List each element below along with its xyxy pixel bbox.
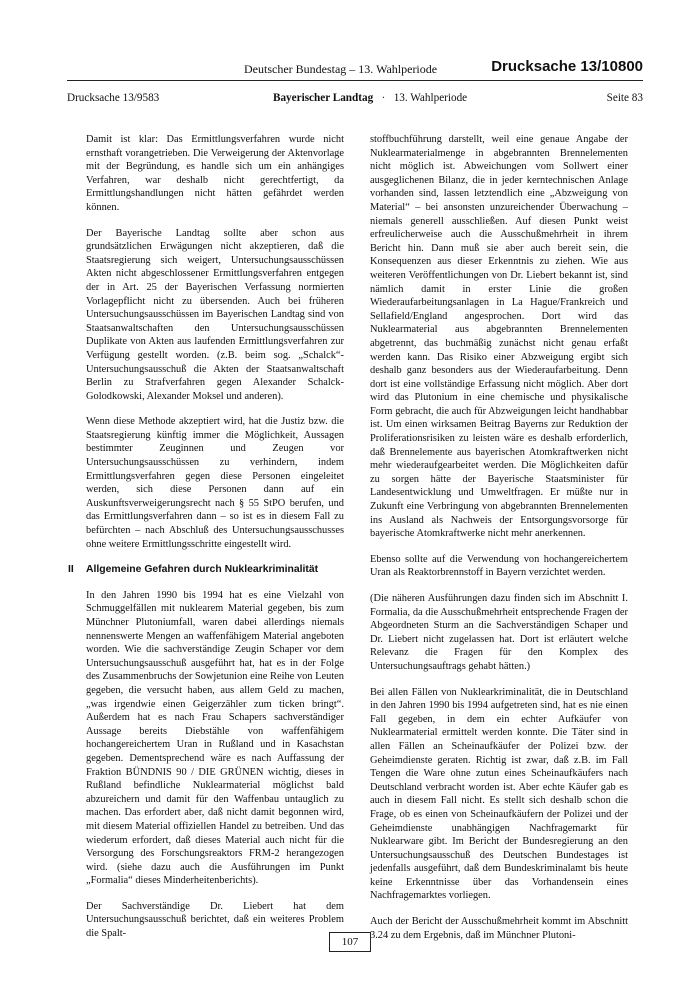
landtag-title: [273, 92, 467, 104]
landtag-name: Bayerischer Landtag: [273, 92, 374, 104]
bundestag-wahlperiode: Deutscher Bundestag – 13. Wahlperiode: [244, 62, 438, 76]
paragraph: Wenn diese Methode akzeptiert wird, hat die Justiz bzw. die Staatsregierung künftig immer die Möglichkeit, Aussagen bestimmter Zeuginnen und Zeugen vor Untersuchungsausschüssen zu verhindern, indem Ermittlungsverfahren gegen diese Personen eingeleitet werden, sich diese Personen dann auf ein Auskunftsverweigerungsrecht nach § 55 StPO berufen, und das Ermittlungsverfahren dann – so ist es in diesem Fall zu befürchten – nach Abschluß des Untersuchungsausschusses ohne weitere Ermittlungsschritte eingestellt wird.: [86, 416, 344, 550]
landtag-header: [67, 92, 643, 108]
paragraph: Der Sachverständige Dr. Liebert hat dem Untersuchungsausschuß berichtet, daß ein weiteres Problem die Spalt-: [86, 900, 344, 940]
right-column: [370, 133, 628, 954]
paragraph: Damit ist klar: Das Ermittlungsverfahren wurde nicht ernsthaft vorangetrieben. Die Verweigerung der Aktenvorlage mit der Begründung, es handle sich um ein anhängiges Verfahren, war deshalb nicht gerechtfertigt, da Ermittlungshandlungen nicht hätten gefährdet werden können.: [86, 134, 344, 213]
drucksache-landtag: Drucksache 13/9583: [67, 92, 160, 104]
left-column: [68, 133, 344, 953]
paragraph: Bei allen Fällen von Nuklearkriminalität, die in Deutschland in den Jahren 1990 bis 1994 aufgetreten sind, hat es nie einen Fall gegeben, in dem ein echter Aufkäufer von Nuklearmaterial ermittelt werden konnte. Die Täter sind in allen Fällen an Scheinaufkäufer der Polizei bzw. der Geheimdienste geraten. Richtig ist zwar, daß z.B. im Fall Tengen die Ware ohne zutun eines Scheinaufkäufers nach Deutschland verbracht worden ist. Aber echte Käufer gab es auch in diesem Fall nicht. Es stellt sich deshalb schon die Frage, ob es einen von Scheinaufkäufern der Polizei und der Geheimdienste unabhängigen Nachfragemarkt für Nuklearware gibt. Im Bericht der Bundesregierung an den Untersuchungsausschuß des Deutschen Bundestages ist jedenfalls ausgeführt, daß dem Bundeskriminalamt bis heute keine Erkenntnisse über das Vorhandensein eines Nachfragemarktes vorliegen.: [370, 686, 628, 902]
paragraph: stoffbuchführung darstellt, weil eine genaue Angabe der Nuklearmaterialmenge in abgebrannten Brennelementen nicht möglich ist. Abweichungen vom Sollwert einer ausgeglichenen Bilanz, die in jeder kerntechnischen Anlage vorhanden sind, lassen letztendlich eine „Abzweigung von Material“ – bei ansonsten unzureichender Überwachung – niemals generell ausschließen. Auf diesen Punkt weist erfreulicherweise auch die Ausschußmehrheit in ihrem Bericht hin. Dann muß sie aber auch bereit sein, die Konsequenzen aus dieser Erkenntnis zu ziehen. Wie aus weiteren Veröffentlichungen von Dr. Liebert bekannt ist, sind nämlich damit in erster Linie die großen Wiederaufarbeitungsanlagen in La Hague/Frankreich und Sellafield/England angesprochen. Dort wird das Nuklearmaterial aus abgebrannten Brennelementen abgetrennt, das buchmäßig zunächst nicht genau erfaßt werden kann. Das Risiko einer Abzweigung ergibt sich deshalb ganz besonders aus der Wiederaufarbeitung. Denn dort ist eine vollständige Erfassung nicht möglich. Aber dort wird das Plutonium in eine chemische und physikalische Form gebracht, die auch für Abzweigungen leicht handhabbar ist. Um einen wirksamen Beitrag Bayerns zur Reduktion der Proliferationsrisiken zu leisten wäre es deshalb erforderlich, daß Brennelemente aus bayerischen Atomkraftwerken nicht mehr wiederaufgearbeitet werden. Die Möglichkeiten dafür zu sorgen hätte der Bayerische Staatsminister für Landesentwicklung und Umweltfragen. Er müßte nur in Zukunft eine Verbringung von abgebrannten Brennelementen ins Ausland als Nachweis der Entsorgungsvorsorge für bayerische Atomkraftwerke nicht mehr anerkennen.: [370, 134, 628, 540]
header-separator: ·: [381, 92, 386, 104]
paragraph: In den Jahren 1990 bis 1994 hat es eine Vielzahl von Schmuggelfällen mit nuklearem Material gegeben, bis zum Münchner Plutoniumfall, waren dabei allerdings niemals nennenswerte Mengen an waffenfähigem Material angeboten worden. Wie die sachverständige Zeugin Schaper vor dem Untersuchungsausschuß ausgeführt hat, hat es in der Folge des Zusammenbruchs der Sowjetunion eine Reihe von Leuten gegeben, die versucht haben, aus allem Geld zu machen, „was irgendwie einen Geigerzähler zum ticken bringt“. Außerdem hat es nach Frau Schapers sachverständiger Aussage bereits Diebstähle von waffenfähigem hochangereichertem Uran in Rußland und in Kasachstan gegeben. Dementsprechend wäre es nach Auffassung der Fraktion BÜNDNIS 90 / DIE GRÜNEN wichtig, dieses in Rußland befindliche Nuklearmaterial möglichst bald abzureichern und damit für den Waffenbau untauglich zu machen. Das erfordert aber, daß nicht damit begonnen wird, mit diesem Material offiziellen Handel zu betreiben. Und das wiederum erfordert, daß dieses Material auch nicht für die Versorgung des Forschungsreaktors FRM-2 herangezogen wird. (siehe dazu auch die Ausführungen im Punkt „Formalia“ dieses Minderheitenberichts).: [86, 589, 344, 887]
drucksache-bundestag: Drucksache 13/10800: [491, 58, 643, 75]
paragraph: (Die näheren Ausführungen dazu finden sich im Abschnitt I. Formalia, da die Ausschußmehrheit entsprechende Fragen der Abgeordneten Sturm an die Sachverständigen Schaper und Dr. Liebert nicht zugelassen hat. Dort ist erläutert welche Relevanz die Fragen für den Komplex des Untersuchungsauftrags gehabt hätten.): [370, 593, 628, 672]
page-number: 107: [329, 932, 371, 952]
section-number: II: [68, 564, 74, 576]
page-seite: Seite 83: [606, 92, 643, 104]
paragraph: Ebenso sollte auf die Verwendung von hochangereichertem Uran als Reaktorbrennstoff in Bayern verzichtet werden.: [370, 553, 628, 579]
paragraph: Auch der Bericht der Ausschußmehrheit kommt im Abschnitt 3.24 zu dem Ergebnis, daß im Münchner Plutoni-: [370, 916, 628, 941]
section-title: Allgemeine Gefahren durch Nuklearkriminalität: [86, 564, 319, 576]
landtag-wahlperiode: 13. Wahlperiode: [393, 92, 468, 104]
section-heading: [68, 563, 344, 577]
bundestag-header: [67, 58, 643, 81]
paragraph: Der Bayerische Landtag sollte aber schon aus grundsätzlichen Erwägungen nicht akzeptieren, daß die Staatsregierung sich weigert, Untersuchungsausschüssen Akten nicht abgeschlossener Ermittlungsverfahren entgegen der in Art. 25 der Bayerischen Verfassung normierten Vorlagepflicht nicht zu übersenden. Auch bei früheren Untersuchungsausschüssen im Bayerischen Landtag sind von Staatsanwaltschaften den Untersuchungsausschüssen Duplikate von Akten aus laufenden Ermittlungsverfahren zur Verfügung gestellt worden. (z.B. beim sog. „Schalck“-Untersuchungsausschuß die Akten der Staatsanwaltschaft Berlin zu Strafverfahren gegen Alexander Schalck-Golodkowski, Alexander Moksel und anderen).: [86, 227, 344, 402]
